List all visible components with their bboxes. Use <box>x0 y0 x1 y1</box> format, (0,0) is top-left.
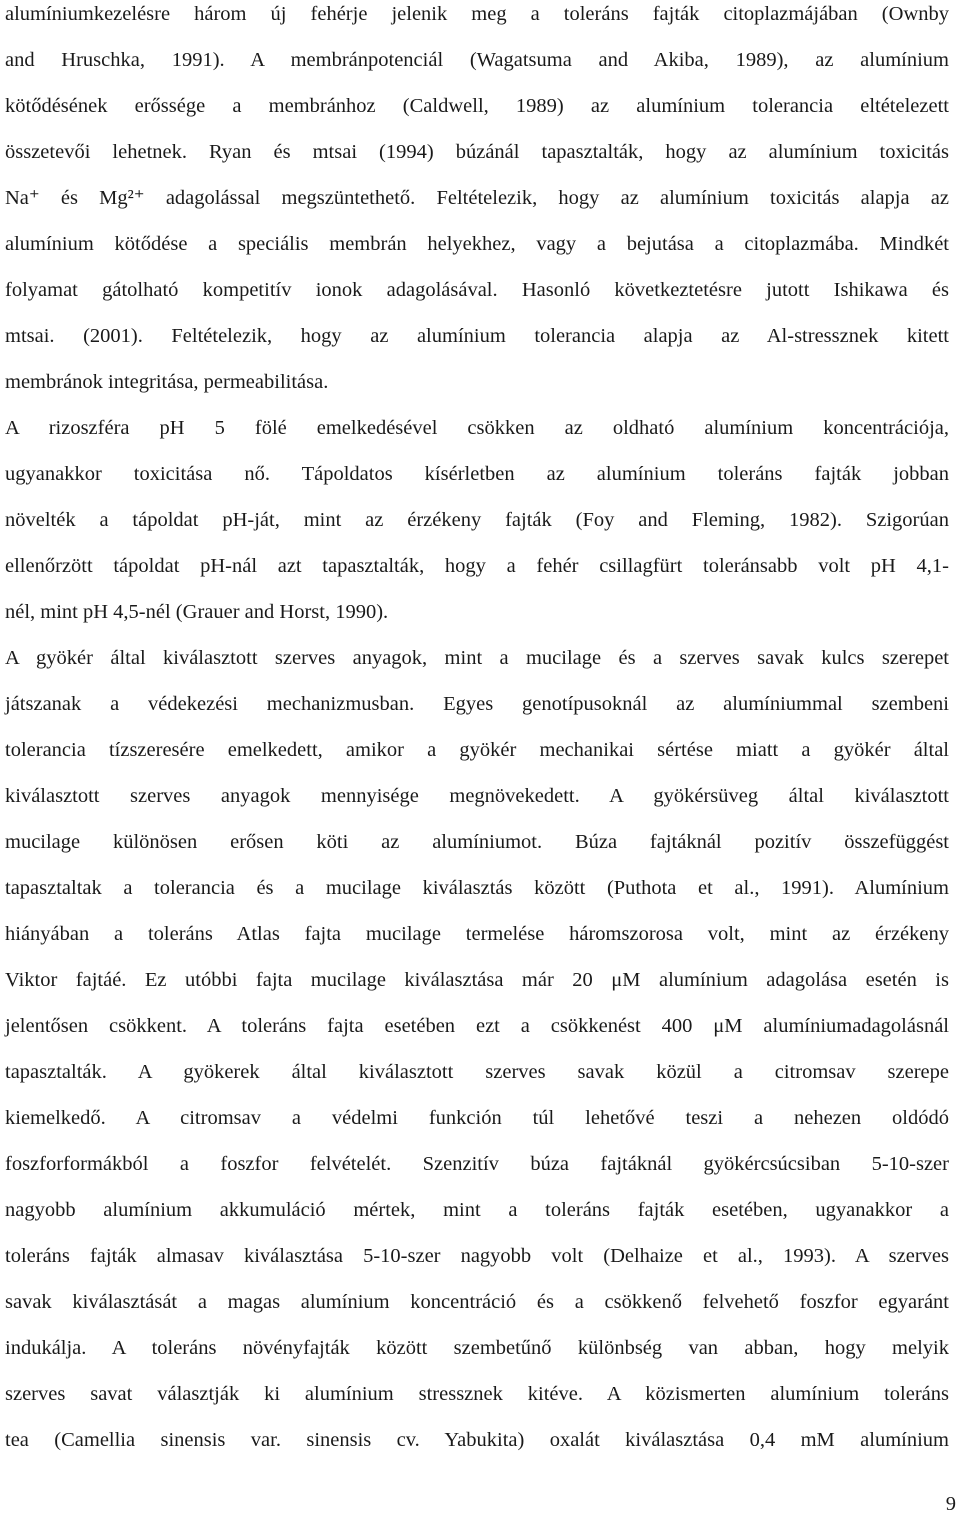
text-line: Viktor fajtáé. Ez utóbbi fajta mucilage kiválasztása már 20 μM alumínium adagolása esetén is <box>5 969 949 991</box>
text-line: összetevői lehetnek. Ryan és mtsai (1994) búzánál tapasztalták, hogy az alumínium toxicitás <box>5 141 949 163</box>
text-line: kiválasztott szerves anyagok mennyisége megnövekedett. A gyökérsüveg által kiválasztott <box>5 785 949 807</box>
text-line: ellenőrzött tápoldat pH-nál azt tapasztalták, hogy a fehér csillagfürt toleránsabb volt pH 4,1- <box>5 555 949 577</box>
text-line: ugyanakkor toxicitása nő. Tápoldatos kísérletben az alumínium toleráns fajták jobban <box>5 463 949 485</box>
text-line: mtsai. (2001). Feltételezik, hogy az alumínium tolerancia alapja az Al-stressznek kitett <box>5 325 949 347</box>
text-line: A rizoszféra pH 5 fölé emelkedésével csökken az oldható alumínium koncentrációja, <box>5 417 949 439</box>
text-line: tolerancia tízszeresére emelkedett, amikor a gyökér mechanikai sértése miatt a gyökér által <box>5 739 949 761</box>
text-line: játszanak a védekezési mechanizmusban. Egyes genotípusoknál az alumíniummal szembeni <box>5 693 949 715</box>
text-line: jelentősen csökkent. A toleráns fajta esetében ezt a csökkenést 400 μM alumíniumadagolásnál <box>5 1015 949 1037</box>
text-line: foszforformákból a foszfor felvételét. Szenzitív búza fajtáknál gyökércsúcsiban 5-10-szer <box>5 1153 949 1175</box>
text-line: hiányában a toleráns Atlas fajta mucilage termelése háromszorosa volt, mint az érzékeny <box>5 923 949 945</box>
text-line: membránok integritása, permeabilitása. <box>5 371 329 393</box>
text-line: A gyökér által kiválasztott szerves anyagok, mint a mucilage és a szerves savak kulcs szerepet <box>5 647 949 669</box>
text-line: kötődésének erőssége a membránhoz (Caldwell, 1989) az alumínium tolerancia eltételezett <box>5 95 949 117</box>
text-line: mucilage különösen erősen köti az alumíniumot. Búza fajtáknál pozitív összefüggést <box>5 831 949 853</box>
text-line: and Hruschka, 1991). A membránpotenciál (Wagatsuma and Akiba, 1989), az alumínium <box>5 49 949 71</box>
text-line: nagyobb alumínium akkumuláció mértek, mint a toleráns fajták esetében, ugyanakkor a <box>5 1199 949 1221</box>
text-line: növelték a tápoldat pH-ját, mint az érzékeny fajták (Foy and Fleming, 1982). Szigorúan <box>5 509 949 531</box>
text-line: alumínium kötődése a speciális membrán helyekhez, vagy a bejutása a citoplazmába. Mindkét <box>5 233 949 255</box>
text-line: tea (Camellia sinensis var. sinensis cv. Yabukita) oxalát kiválasztása 0,4 mM alumínium <box>5 1429 949 1451</box>
text-line: Na⁺ és Mg²⁺ adagolással megszüntethető. Feltételezik, hogy az alumínium toxicitás alapja az <box>5 187 949 209</box>
page-number: 9 <box>945 1493 956 1515</box>
text-line: savak kiválasztását a magas alumínium koncentráció és a csökkenő felvehető foszfor egyaránt <box>5 1291 949 1313</box>
text-line: nél, mint pH 4,5-nél (Grauer and Horst, 1990). <box>5 601 389 623</box>
text-line: indukálja. A toleráns növényfajták között szembetűnő különbség van abban, hogy melyik <box>5 1337 949 1359</box>
text-line: toleráns fajták almasav kiválasztása 5-10-szer nagyobb volt (Delhaize et al., 1993). A szerves <box>5 1245 949 1267</box>
text-line: tapasztalták. A gyökerek által kiválasztott szerves savak közül a citromsav szerepe <box>5 1061 949 1083</box>
text-line: kiemelkedő. A citromsav a védelmi funkción túl lehetővé teszi a nehezen oldódó <box>5 1107 949 1129</box>
text-line: alumíniumkezelésre három új fehérje jelenik meg a toleráns fajták citoplazmájában (Ownby <box>5 3 949 25</box>
text-line: folyamat gátolható kompetitív ionok adagolásával. Hasonló következtetésre jutott Ishikawa és <box>5 279 949 301</box>
text-line: tapasztaltak a tolerancia és a mucilage kiválasztás között (Puthota et al., 1991). Alumínium <box>5 877 949 899</box>
text-line: szerves savat választják ki alumínium stressznek kitéve. A közismerten alumínium toleráns <box>5 1383 949 1405</box>
